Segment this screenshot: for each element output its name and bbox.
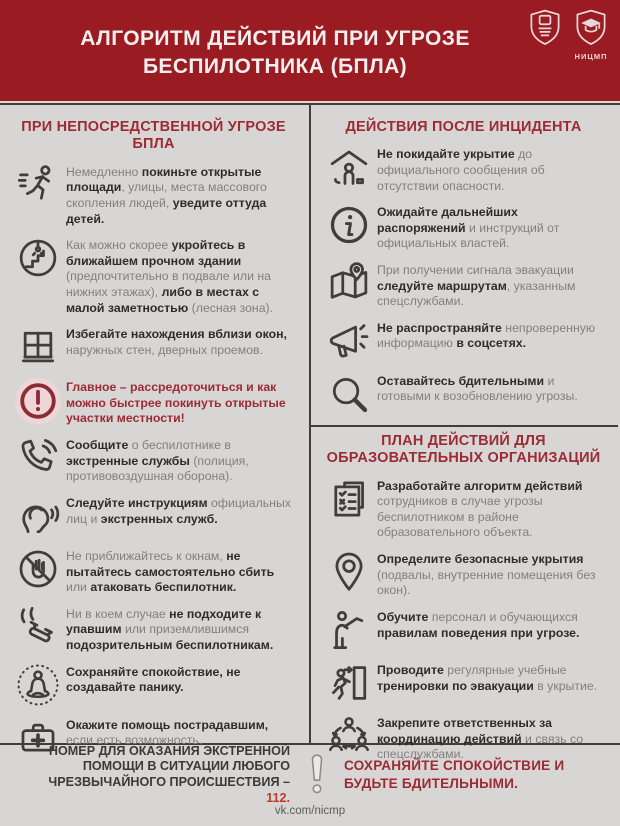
shelter-roof-icon bbox=[321, 145, 377, 189]
education-plan-items bbox=[321, 477, 606, 763]
ear-listening-icon bbox=[10, 494, 66, 538]
item-text: Главное – рассредоточиться и как можно быстрее покинуть открытые участки местности! bbox=[66, 380, 286, 426]
item-text: Не покидайте укрытие до официального сообщения об отсутствии опасности. bbox=[377, 147, 545, 193]
after-incident-items bbox=[321, 145, 606, 415]
item-text: Определите безопасные укрытия (подвалы, внутренние помещения без окон). bbox=[377, 552, 596, 598]
subsection-divider bbox=[311, 425, 618, 427]
list-item bbox=[10, 378, 297, 427]
immediate-threat-items bbox=[10, 163, 297, 760]
running-person-icon bbox=[10, 163, 66, 207]
phone-call-icon bbox=[10, 436, 66, 480]
list-item bbox=[321, 261, 606, 310]
checklist-icon bbox=[321, 477, 377, 521]
basement-shelter-icon bbox=[10, 236, 66, 280]
emergency-number-text: НОМЕР ДЛЯ ОКАЗАНИЯ ЭКСТРЕННОЙ ПОМОЩИ В СИТУАЦИИ ЛЮБОГО ЧРЕЗВЫЧАЙНОГО ПРОИСШЕСТВИЯ – 112. bbox=[48, 743, 290, 805]
item-text: Немедленно покиньте открытые площади, улицы, места массового скопления людей, уведите оттуда детей. bbox=[66, 164, 267, 226]
megaphone-icon bbox=[321, 319, 377, 363]
item-text: Не распространяйте непроверенную информацию в соцсетях. bbox=[377, 320, 596, 351]
item-text: Не приближайтесь к окнам, не пытайтесь самостоятельно сбить или атаковать беспилотник. bbox=[66, 548, 275, 595]
graduation-shield-logo-icon bbox=[572, 7, 610, 51]
item-text: Закрепите ответственных за координацию действий и связь со спецслужбами. bbox=[377, 715, 584, 762]
window-icon bbox=[10, 325, 66, 369]
list-item bbox=[10, 663, 297, 707]
stay-calm-text: СОХРАНЯЙТЕ СПОКОЙСТВИЕ И БУДЬТЕ БДИТЕЛЬНЫМИ. bbox=[344, 758, 565, 791]
list-item bbox=[10, 163, 297, 227]
list-item bbox=[10, 436, 297, 485]
evacuation-exit-icon bbox=[321, 661, 377, 705]
list-item bbox=[321, 319, 606, 363]
list-item bbox=[321, 145, 606, 194]
item-text: Обучите персонал и обучающихся правилам поведения при угрозе. bbox=[377, 609, 580, 640]
item-text: Сохраняйте спокойствие, не создавайте панику. bbox=[66, 664, 241, 695]
list-item bbox=[10, 605, 297, 654]
header bbox=[0, 0, 620, 101]
teacher-icon bbox=[321, 608, 377, 652]
item-text: Избегайте нахождения вблизи окон, наружных стен, дверных проемов. bbox=[66, 327, 287, 357]
fallen-drone-icon bbox=[10, 605, 66, 649]
info-circle-icon bbox=[321, 203, 377, 247]
immediate-threat-section bbox=[0, 105, 311, 748]
list-item bbox=[321, 477, 606, 541]
map-location-icon bbox=[321, 261, 377, 305]
item-text: Проводите регулярные учебные тренировки по эвакуации в укрытие. bbox=[377, 662, 598, 693]
item-text: Разработайте алгоритм действий сотрудников в случае угрозы беспилотником в районе образовательного объекта. bbox=[377, 478, 583, 540]
list-item bbox=[10, 325, 297, 369]
item-text: Следуйте инструкциям официальных лиц и экстренных служб. bbox=[66, 495, 291, 526]
location-pin-icon bbox=[321, 550, 377, 594]
list-item bbox=[10, 236, 297, 316]
item-text: При получении сигнала эвакуации следуйте маршрутам, указанным спецслужбами. bbox=[377, 263, 576, 309]
magnifier-icon bbox=[321, 372, 377, 416]
item-text: Ожидайте дальнейших распоряжений и инструкций от официальных властей. bbox=[377, 205, 560, 251]
section-title-after-incident: ДЕЙСТВИЯ ПОСЛЕ ИНЦИДЕНТА bbox=[345, 119, 582, 135]
page-title: АЛГОРИТМ ДЕЙСТВИЙ ПРИ УГРОЗЕ БЕСПИЛОТНИКА (БПЛА) bbox=[80, 26, 470, 78]
warning-exclamation-icon bbox=[10, 378, 66, 424]
item-text: Ни в коем случае не подходите к упавшим или приземлившимся подозрительным беспилотникам. bbox=[66, 606, 274, 652]
item-text: Окажите помощь пострадавшим, если есть возможность. bbox=[66, 717, 269, 748]
list-item bbox=[321, 608, 606, 652]
item-text: Оставайтесь бдительными и готовыми к возобновлению угрозы. bbox=[377, 373, 578, 404]
list-item bbox=[10, 547, 297, 596]
list-item bbox=[321, 661, 606, 705]
list-item bbox=[321, 550, 606, 599]
list-item bbox=[321, 714, 606, 763]
list-item bbox=[321, 203, 606, 252]
item-text: Как можно скорее укройтесь в ближайшем прочном здании (предпочтительно в подвале или на нижних этажах), либо в местах с малой заметностью (лесная зона). bbox=[66, 238, 274, 315]
header-logos bbox=[526, 7, 610, 61]
section-title-education-plan: ПЛАН ДЕЙСТВИЙ ДЛЯ ОБРАЗОВАТЕЛЬНЫХ ОРГАНИЗАЦИЙ bbox=[326, 432, 601, 467]
org-abbr-label: НИЦМП bbox=[574, 52, 608, 61]
item-text: Сообщите о беспилотнике в экстренные службы (полиция, противовоздушная оборона). bbox=[66, 438, 249, 484]
list-item bbox=[321, 372, 606, 416]
shield-emblem-logo-icon bbox=[526, 7, 564, 51]
no-touch-hand-icon bbox=[10, 547, 66, 591]
vk-link: vk.com/nicmp bbox=[274, 805, 346, 817]
list-item bbox=[10, 494, 297, 538]
section-title-immediate-threat: ПРИ НЕПОСРЕДСТВЕННОЙ УГРОЗЕ БПЛА bbox=[21, 119, 286, 153]
content-columns bbox=[0, 105, 620, 762]
right-column bbox=[311, 105, 618, 762]
calm-meditation-icon bbox=[10, 663, 66, 707]
exclamation-outline-icon bbox=[304, 751, 330, 799]
